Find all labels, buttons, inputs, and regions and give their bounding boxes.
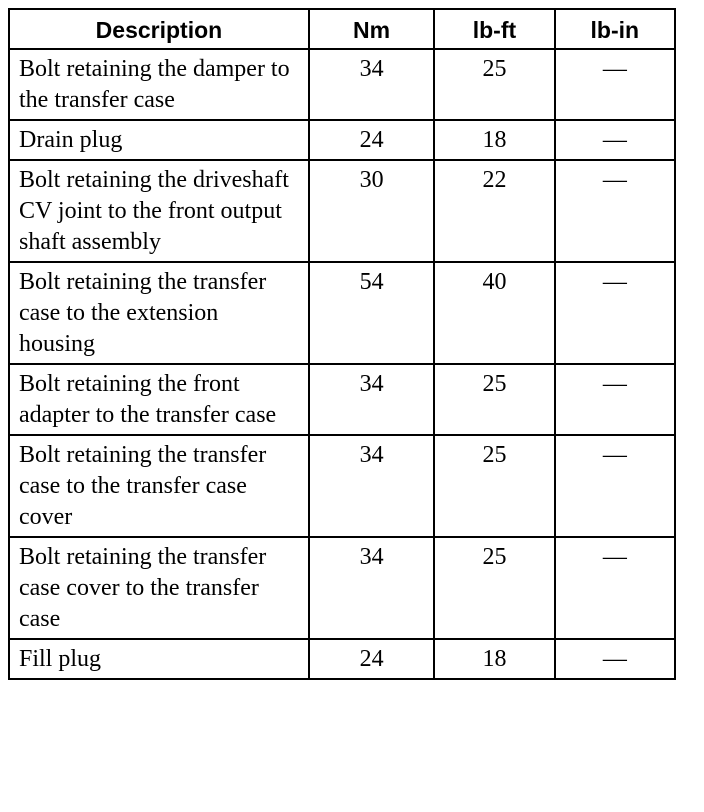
row-lb-in-value: — — [555, 262, 675, 364]
row-lb-ft-value: 25 — [434, 537, 554, 639]
row-lb-ft-value: 18 — [434, 639, 554, 679]
row-nm-value: 24 — [309, 120, 434, 160]
row-description: Drain plug — [9, 120, 309, 160]
header-lb-in: lb-in — [555, 9, 675, 49]
row-lb-in-value: — — [555, 435, 675, 537]
header-lb-ft: lb-ft — [434, 9, 554, 49]
row-lb-ft-value: 18 — [434, 120, 554, 160]
row-lb-ft-value: 40 — [434, 262, 554, 364]
row-lb-in-value: — — [555, 537, 675, 639]
row-lb-ft-value: 25 — [434, 49, 554, 120]
row-lb-in-value: — — [555, 639, 675, 679]
row-lb-ft-value: 25 — [434, 364, 554, 435]
table-row — [9, 49, 675, 120]
table-row — [9, 639, 675, 679]
row-lb-in-value: — — [555, 49, 675, 120]
row-nm-value: 24 — [309, 639, 434, 679]
row-lb-ft-value: 22 — [434, 160, 554, 262]
row-description: Bolt retaining the driveshaft CV joint to the front output shaft assembly — [9, 160, 309, 262]
row-description: Bolt retaining the transfer case to the extension housing — [9, 262, 309, 364]
row-lb-ft-value: 25 — [434, 435, 554, 537]
table-row — [9, 435, 675, 537]
header-nm: Nm — [309, 9, 434, 49]
row-nm-value: 54 — [309, 262, 434, 364]
table-row — [9, 160, 675, 262]
row-lb-in-value: — — [555, 160, 675, 262]
row-description: Bolt retaining the damper to the transfer case — [9, 49, 309, 120]
row-description: Bolt retaining the transfer case cover to the transfer case — [9, 537, 309, 639]
table-row — [9, 537, 675, 639]
row-nm-value: 34 — [309, 364, 434, 435]
row-nm-value: 34 — [309, 435, 434, 537]
table-row — [9, 262, 675, 364]
row-lb-in-value: — — [555, 364, 675, 435]
table-row — [9, 364, 675, 435]
row-description: Fill plug — [9, 639, 309, 679]
row-description: Bolt retaining the transfer case to the transfer case cover — [9, 435, 309, 537]
row-description: Bolt retaining the front adapter to the transfer case — [9, 364, 309, 435]
table-header-row — [9, 9, 675, 49]
row-nm-value: 34 — [309, 537, 434, 639]
row-nm-value: 34 — [309, 49, 434, 120]
torque-spec-table — [8, 8, 676, 680]
row-lb-in-value: — — [555, 120, 675, 160]
row-nm-value: 30 — [309, 160, 434, 262]
table-row — [9, 120, 675, 160]
header-description: Description — [9, 9, 309, 49]
